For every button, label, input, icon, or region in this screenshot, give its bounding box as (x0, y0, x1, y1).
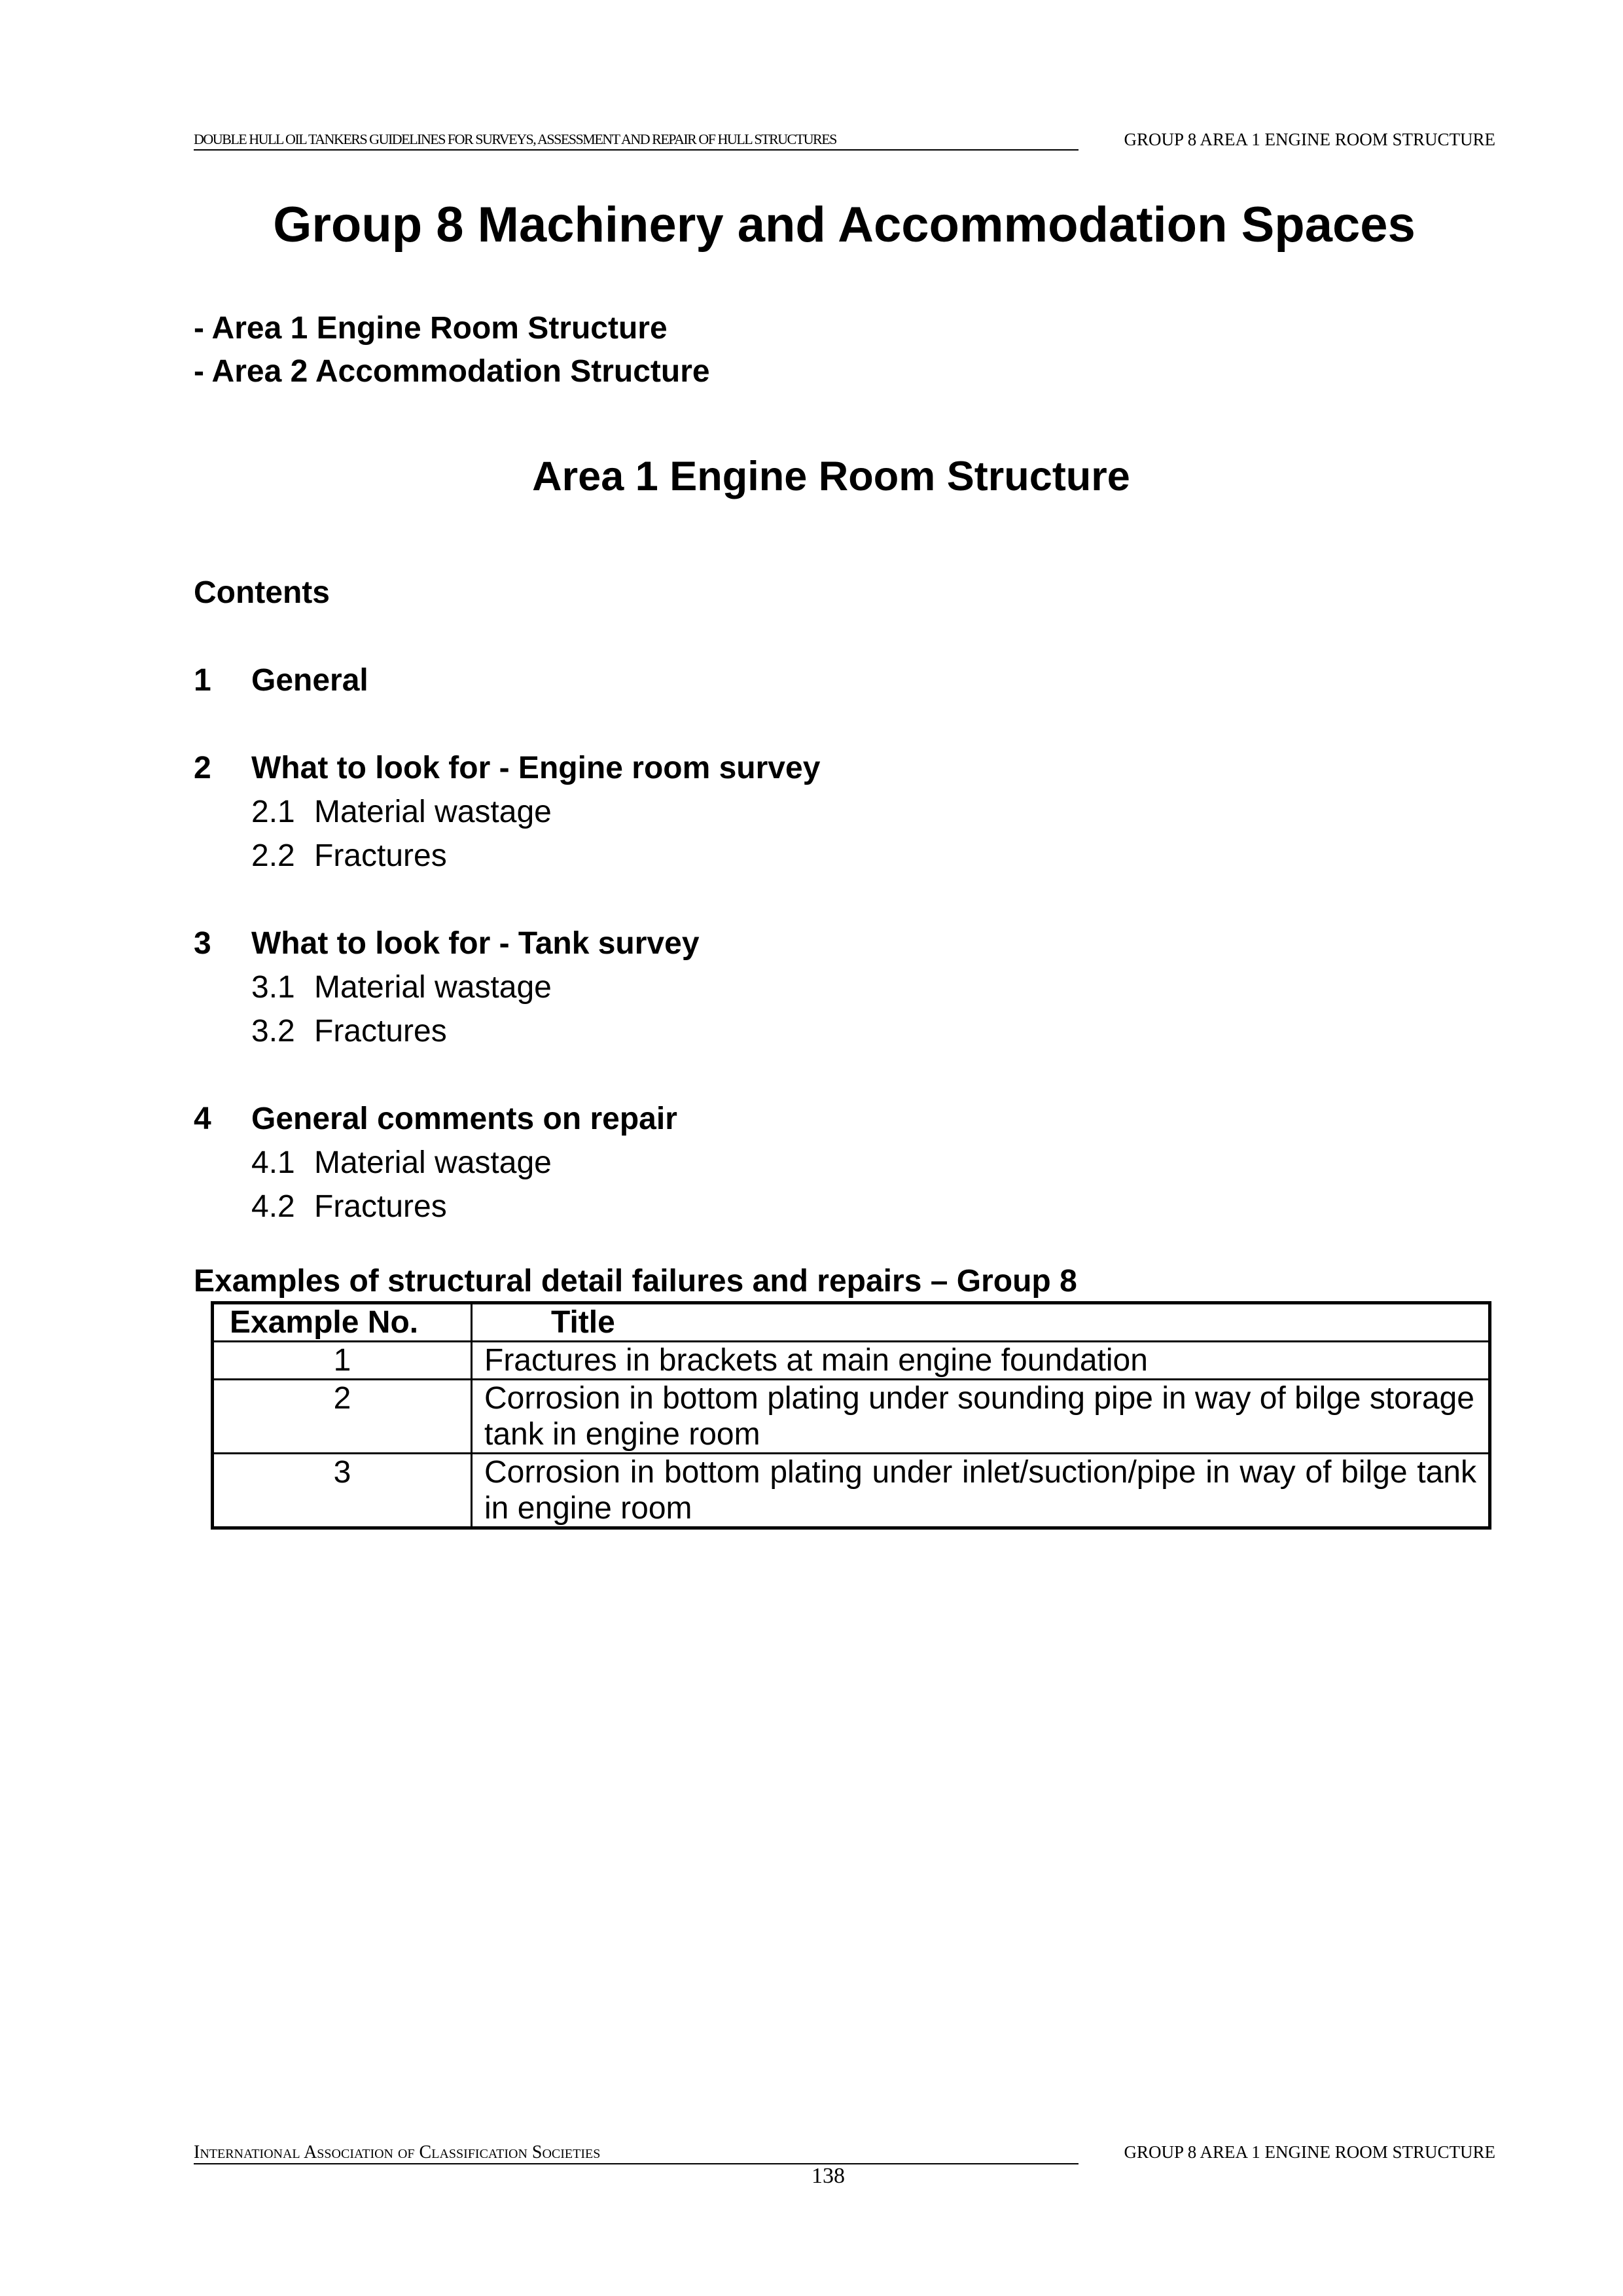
subsection-text: Material wastage (314, 970, 552, 1005)
examples-table (211, 1301, 1491, 1530)
table-row (213, 1342, 1490, 1380)
example-title: Fractures in brackets at main engine foundation (472, 1342, 1490, 1380)
section-number: 3 (194, 926, 211, 961)
subsection-number: 4.2 (251, 1189, 295, 1224)
header-document-title: DOUBLE HULL OIL TANKERS GUIDELINES FOR SURVEYS, ASSESSMENT AND REPAIR OF HULL STRUCTURES (194, 131, 836, 147)
area-heading: Area 1 Engine Room Structure (532, 454, 1130, 499)
section-title: General comments on repair (251, 1102, 677, 1136)
example-number: 1 (213, 1342, 472, 1380)
footer-section-title: GROUP 8 AREA 1 ENGINE ROOM STRUCTURE (1124, 2142, 1495, 2162)
subsection-item (251, 794, 552, 830)
subsection-text: Fractures (314, 1014, 447, 1049)
column-header-title: Title (472, 1303, 1490, 1342)
section-title: General (251, 663, 368, 698)
section-title: What to look for - Tank survey (251, 926, 700, 961)
example-title: Corrosion in bottom plating under inlet/suction/pipe in way of bilge tank in engine room (472, 1454, 1490, 1528)
header-rule (194, 149, 1079, 151)
subsection-text: Material wastage (314, 1145, 552, 1180)
example-title: Corrosion in bottom plating under sounding pipe in way of bilge storage tank in engine room (472, 1380, 1490, 1454)
subsection-item (251, 1189, 447, 1225)
area-list-item: - Area 2 Accommodation Structure (194, 354, 710, 389)
subsection-number: 2.2 (251, 838, 295, 873)
table-row (213, 1380, 1490, 1454)
subsection-item (251, 969, 552, 1005)
footer-rule (194, 2163, 1079, 2164)
table-header-row (213, 1303, 1490, 1342)
section-number: 1 (194, 663, 211, 698)
section-title: What to look for - Engine room survey (251, 751, 821, 785)
subsection-text: Material wastage (314, 795, 552, 829)
examples-heading: Examples of structural detail failures and repairs – Group 8 (194, 1264, 1077, 1299)
example-number: 2 (213, 1380, 472, 1454)
subsection-text: Fractures (314, 1189, 447, 1224)
subsection-item (251, 1145, 552, 1181)
subsection-text: Fractures (314, 838, 447, 873)
subsection-number: 3.1 (251, 970, 295, 1005)
subsection-number: 2.1 (251, 795, 295, 829)
subsection-number: 3.2 (251, 1014, 295, 1049)
footer-organization: International Association of Classification Societies (194, 2142, 601, 2162)
subsection-item (251, 1013, 447, 1049)
header-section-title: GROUP 8 AREA 1 ENGINE ROOM STRUCTURE (1124, 130, 1495, 149)
subsection-item (251, 838, 447, 874)
page-number: 138 (812, 2164, 845, 2188)
page-title: Group 8 Machinery and Accommodation Spaces (273, 197, 1416, 253)
column-header-example-no: Example No. (213, 1303, 472, 1342)
section-number: 2 (194, 751, 211, 785)
section-number: 4 (194, 1102, 211, 1136)
example-number: 3 (213, 1454, 472, 1528)
area-list-item: - Area 1 Engine Room Structure (194, 311, 668, 346)
subsection-number: 4.1 (251, 1145, 295, 1180)
table-row (213, 1454, 1490, 1528)
contents-heading: Contents (194, 575, 330, 610)
